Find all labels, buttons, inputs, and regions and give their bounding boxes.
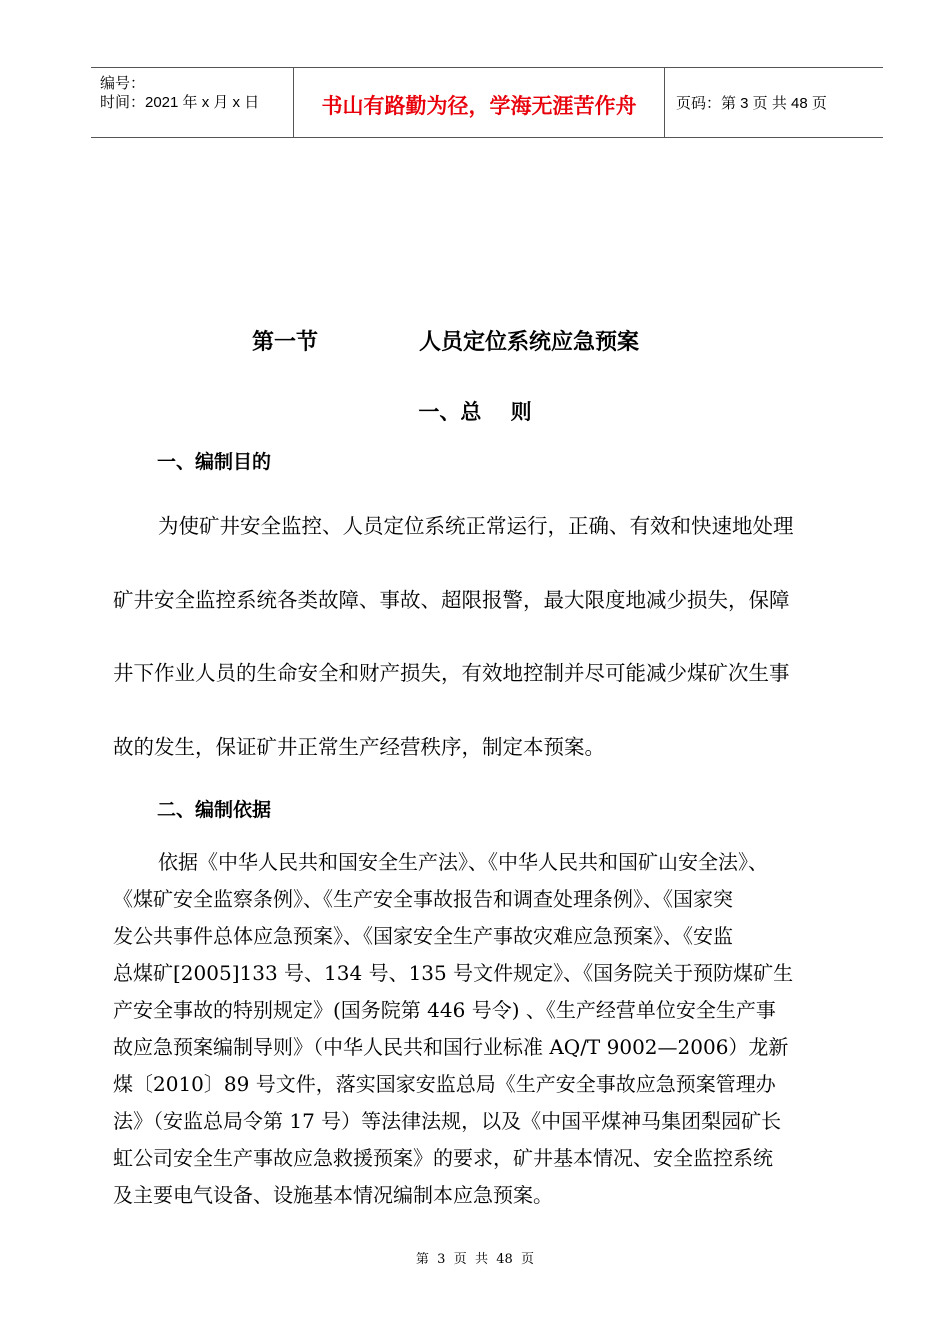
- serial-number-label: 编号：: [100, 75, 146, 92]
- section-name: 人员定位系统应急预案: [419, 330, 640, 355]
- purpose-line: 为使矿井安全监控、人员定位系统正常运行，正确、有效和快速地处理: [158, 514, 794, 538]
- basis-line: 故应急预案编制导则》（中华人民共和国行业标准 AQ/T 9002—2006）龙新: [113, 1035, 789, 1059]
- time-label: 时间：2021 年 x 月 x 日: [100, 94, 260, 111]
- basis-heading: 二、编制依据: [157, 799, 272, 821]
- header-motto: 书山有路勤为径，学海无涯苦作舟: [321, 94, 637, 118]
- section-number: 第一节: [252, 330, 319, 355]
- header-page-number: 页码：第 3 页 共 48 页: [676, 95, 827, 112]
- chapter-title: 一、总 则: [418, 400, 532, 424]
- purpose-heading: 一、编制目的: [157, 451, 272, 473]
- page-footer: 第 3 页 共 48 页: [415, 1252, 535, 1267]
- header-motto-cell: [293, 68, 665, 137]
- basis-line: 总煤矿[2005]133 号、134 号、135 号文件规定》、《国务院关于预防煤矿生: [113, 961, 794, 985]
- page-header: [91, 67, 883, 138]
- header-info-cell: [91, 68, 293, 137]
- basis-line: 及主要电气设备、设施基本情况编制本应急预案。: [113, 1183, 553, 1207]
- basis-line: 虹公司安全生产事故应急救援预案》的要求，矿井基本情况、安全监控系统: [113, 1146, 773, 1170]
- purpose-line: 矿井安全监控系统各类故障、事故、超限报警，最大限度地减少损失，保障: [113, 588, 790, 612]
- header-page-cell: [665, 68, 883, 137]
- basis-line: 发公共事件总体应急预案》、《国家安全生产事故灾难应急预案》、《安监: [113, 924, 733, 948]
- basis-line: 法》（安监总局令第 17 号）等法律法规，以及《中国平煤神马集团梨园矿长: [113, 1109, 782, 1133]
- basis-line: 《煤矿安全监察条例》、《生产安全事故报告和调查处理条例》、《国家突: [113, 887, 733, 911]
- basis-line: 产安全事故的特别规定》(国务院第 446 号令) 、《生产经营单位安全生产事: [113, 998, 776, 1022]
- basis-line: 煤〔2010〕89 号文件，落实国家安监总局《生产安全事故应急预案管理办: [113, 1072, 776, 1096]
- purpose-line: 故的发生，保证矿井正常生产经营秩序，制定本预案。: [113, 735, 605, 759]
- basis-line: 依据《中华人民共和国安全生产法》、《中华人民共和国矿山安全法》、: [158, 850, 768, 874]
- purpose-line: 井下作业人员的生命安全和财产损失，有效地控制并尽可能减少煤矿次生事: [113, 661, 790, 685]
